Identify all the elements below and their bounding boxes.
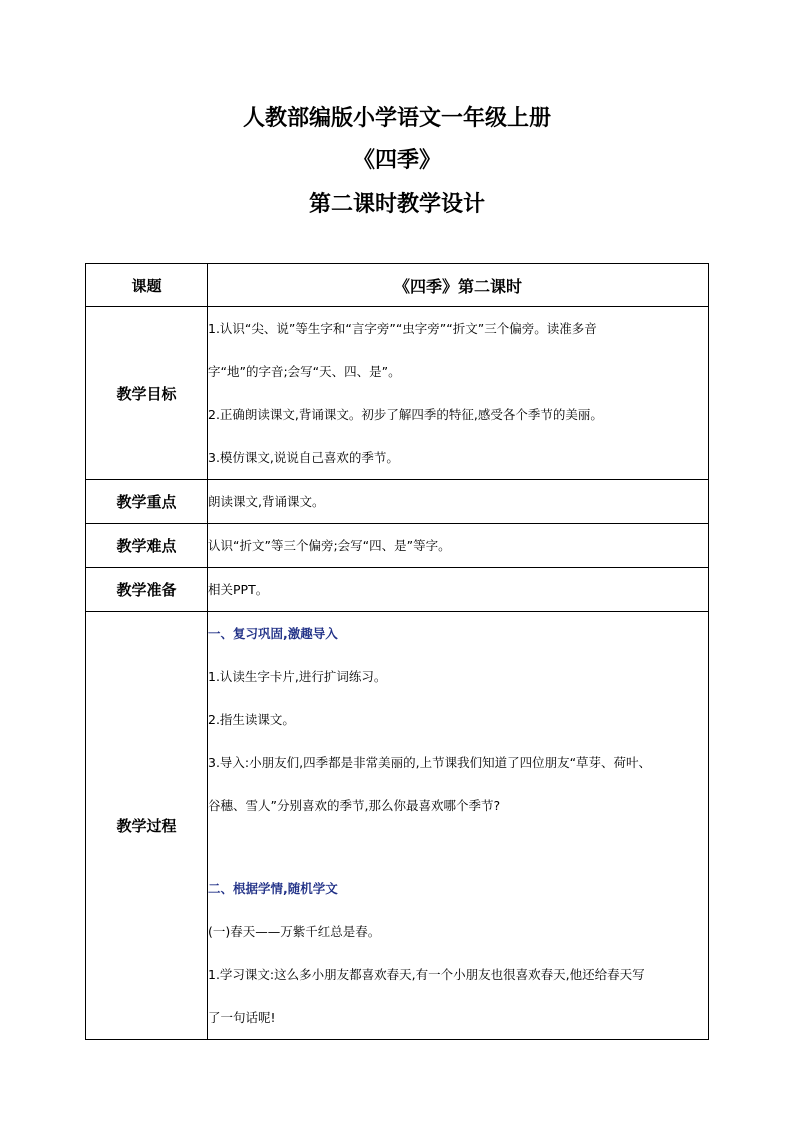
lesson-name: 《四季》	[352, 148, 441, 173]
table-row-goals	[86, 307, 709, 480]
goal-line: 3.模仿课文,说说自己喜欢的季节。	[208, 450, 399, 465]
table-row-difficulties	[86, 524, 709, 568]
key-points-value	[208, 480, 709, 524]
process-line: (一)春天——万紫千红总是春。	[208, 924, 381, 939]
table-row-key-points	[86, 480, 709, 524]
process-content	[208, 612, 709, 1040]
difficulties-text: 认识“折文”等三个偏旁;会写“四、是”等字。	[208, 538, 451, 553]
difficulties-value	[208, 524, 709, 568]
table-row-process	[86, 612, 709, 1040]
difficulties-label: 教学难点	[86, 524, 208, 568]
key-points-label: 教学重点	[86, 480, 208, 524]
process-line: 了一句话呢!	[208, 1010, 276, 1025]
preparation-value	[208, 568, 709, 612]
key-points-text: 朗读课文,背诵课文。	[208, 494, 325, 509]
spacer	[208, 827, 708, 867]
goal-line: 2.正确朗读课文,背诵课文。初步了解四季的特征,感受各个季节的美丽。	[208, 407, 603, 422]
goal-line: 字“地”的字音;会写“天、四、是”。	[208, 364, 401, 379]
goal-line: 1.认识“尖、说”等生字和“言字旁”“虫字旁”“折文”三个偏旁。读准多音	[208, 321, 597, 336]
preparation-label: 教学准备	[86, 568, 208, 612]
process-line: 1.学习课文:这么多小朋友都喜欢春天,有一个小朋友也很喜欢春天,他还给春天写	[208, 967, 645, 982]
table-row-topic	[86, 264, 709, 307]
lesson-plan-table	[85, 263, 709, 1040]
goals-label: 教学目标	[86, 307, 208, 480]
process-line: 1.认读生字卡片,进行扩词练习。	[208, 669, 387, 684]
table-row-preparation	[86, 568, 709, 612]
document-subtitle: 第二课时教学设计	[308, 192, 485, 217]
document-title: 人教部编版小学语文一年级上册	[242, 106, 551, 131]
process-line: 2.指生读课文。	[208, 712, 295, 727]
section-heading: 二、根据学情,随机学文	[208, 881, 338, 896]
process-line: 谷穗、雪人”分别喜欢的季节,那么你最喜欢哪个季节?	[208, 798, 501, 813]
process-label: 教学过程	[86, 612, 208, 1040]
topic-value: 《四季》第二课时	[208, 264, 709, 307]
preparation-text: 相关PPT。	[208, 582, 269, 597]
section-heading: 一、复习巩固,激趣导入	[208, 626, 338, 641]
goals-content	[208, 307, 709, 480]
process-line: 3.导入:小朋友们,四季都是非常美丽的,上节课我们知道了四位朋友“草芽、荷叶、	[208, 755, 652, 770]
topic-label: 课题	[86, 264, 208, 307]
